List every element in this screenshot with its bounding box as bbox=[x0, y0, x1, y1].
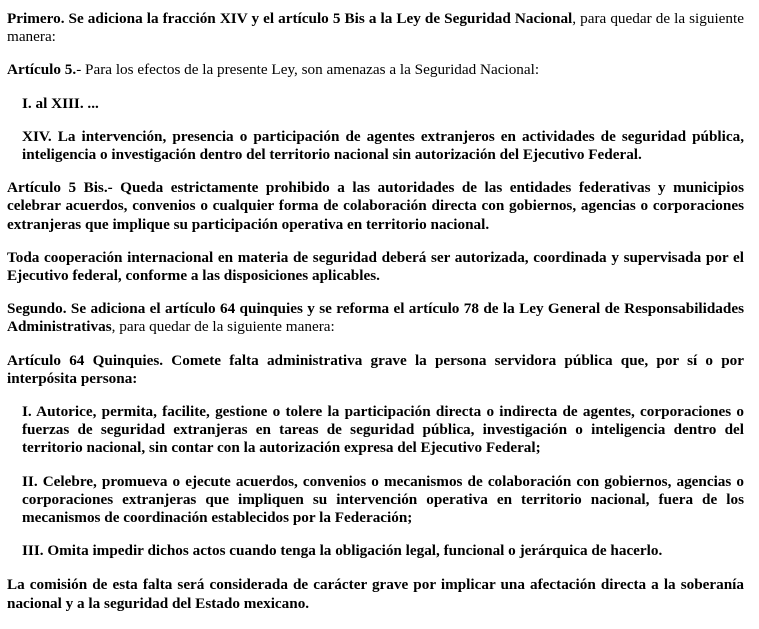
articulo-5-bis-text: Artículo 5 Bis.- Queda estrictamente prohibido a las autoridades de las entidades federativas y municipios celebrar acuerdos, convenios o cualquier forma de colaboración directa con gobiernos, agencias o corporaciones extranjeras que implique su participación operativa en territorio nacional. bbox=[7, 179, 744, 233]
primero-text: , para quedar de la siguiente manera: bbox=[7, 10, 744, 46]
paragraph-articulo-5 bbox=[7, 61, 744, 79]
paragraph-cooperacion bbox=[7, 249, 744, 285]
fraccion-iii-text: III. Omita impedir dichos actos cuando tenga la obligación legal, funcional o jerárquica de hacerlo. bbox=[22, 542, 663, 560]
segundo-text: , para quedar de la siguiente manera: bbox=[111, 318, 335, 336]
fraccion-ii-text: II. Celebre, promueva o ejecute acuerdos, convenios o mecanismos de colaboración con gobiernos, agencias o corporaciones extranjeras que impliquen su intervención operativa en territorio nacional, fuera de los mecanismos de coordinación establecidos por la Federación; bbox=[22, 472, 744, 527]
fracciones-i-xiii-text: I. al XIII. ... bbox=[22, 94, 99, 112]
paragraph-fraccion-xiv bbox=[7, 128, 744, 164]
cooperacion-text: Toda cooperación internacional en materia de seguridad deberá ser autorizada, coordinada y supervisada por el Ejecutivo federal, conforme a las disposiciones aplicables. bbox=[7, 248, 744, 285]
paragraph-fraccion-ii bbox=[7, 473, 744, 528]
paragraph-comision bbox=[7, 576, 744, 612]
paragraph-fraccion-i bbox=[7, 403, 744, 458]
paragraph-fracciones-i-xiii bbox=[7, 95, 744, 113]
paragraph-articulo-64-quinquies bbox=[7, 352, 744, 388]
paragraph-primero bbox=[7, 10, 744, 46]
paragraph-segundo bbox=[7, 300, 744, 336]
articulo-64-quinquies-text: Artículo 64 Quinquies. Comete falta administrativa grave la persona servidora pública que, por sí o por interpósita persona: bbox=[7, 351, 744, 387]
paragraph-fraccion-iii bbox=[7, 542, 744, 560]
fraccion-i-text: I. Autorice, permita, facilite, gestione o tolere la participación directa o indirecta de agentes, corporaciones o fuerzas de seguridad extranjeras en tareas de seguridad pública, investigación o inteligencia dentro del territorio nacional, sin contar con la autorización expresa del Ejecutivo Federal; bbox=[22, 403, 744, 457]
comision-text: La comisión de esta falta será considerada de carácter grave por implicar una afectación directa a la soberanía nacional y a la seguridad del Estado mexicano. bbox=[7, 576, 744, 612]
paragraph-articulo-5-bis bbox=[7, 179, 744, 234]
articulo-5-text: - Para los efectos de la presente Ley, son amenazas a la Seguridad Nacional: bbox=[76, 61, 540, 79]
segundo-heading: Segundo. Se adiciona el artículo 64 quinquies y se reforma el artículo 78 de la Ley General de Responsabilidades Administrativas bbox=[7, 300, 744, 336]
articulo-5-heading: Artículo 5. bbox=[7, 61, 77, 79]
fraccion-xiv-text: XIV. La intervención, presencia o participación de agentes extranjeros en actividades de seguridad pública, inteligencia o investigación dentro del territorio nacional sin autorización del Ejecutivo Federal. bbox=[22, 127, 744, 164]
primero-heading: Primero. Se adiciona la fracción XIV y el artículo 5 Bis a la Ley de Seguridad Nacional bbox=[7, 10, 573, 27]
